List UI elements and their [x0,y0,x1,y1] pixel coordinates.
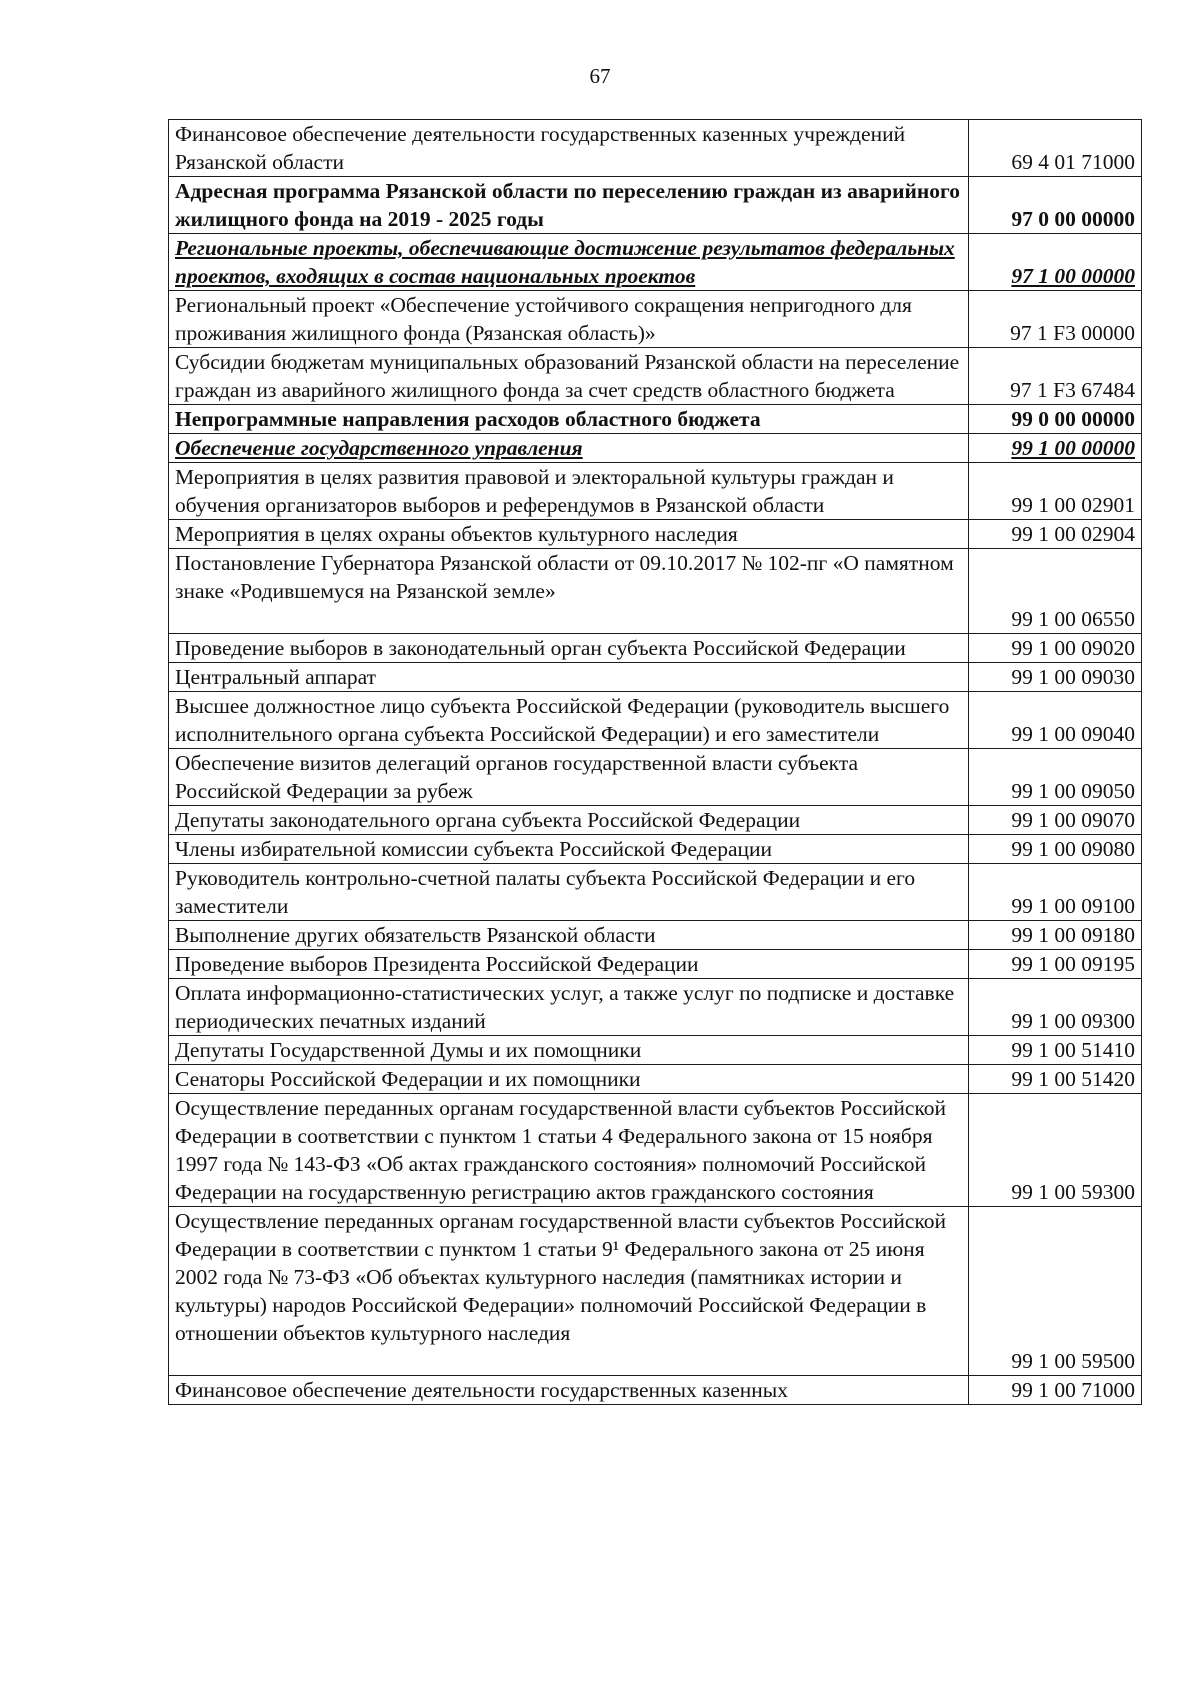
row-code: 99 1 00 71000 [1011,1378,1135,1402]
row-description: Выполнение других обязательств Рязанской области [175,923,656,947]
table-row [169,950,1142,979]
table-row [169,177,1142,234]
row-description-cell [169,549,969,634]
row-code: 99 1 00 02901 [1011,493,1135,517]
row-code-cell [969,1376,1142,1405]
row-code: 99 1 00 59300 [1011,1180,1135,1204]
row-description-cell [169,405,969,434]
row-description: Депутаты Государственной Думы и их помощники [175,1038,642,1062]
row-description: Руководитель контрольно-счетной палаты субъекта Российской Федерации и его заместители [175,866,916,918]
row-code-cell [969,835,1142,864]
budget-classification-table [168,119,1142,1405]
table-row [169,979,1142,1036]
row-description: Осуществление переданных органам государственной власти субъектов Российской Федерации в соответствии с пунктом 1 статьи 4 Федерального закона от 15 ноября 1997 года № 143-ФЗ «Об актах гражданского состояния» полномочий Российской Федерации на государственную регистрацию актов гражданского состояния [175,1096,947,1204]
table-row [169,234,1142,291]
row-description: Проведение выборов в законодательный орган субъекта Российской Федерации [175,636,906,660]
row-code-cell [969,692,1142,749]
row-description: Финансовое обеспечение деятельности государственных казенных учреждений Рязанской области [175,122,906,174]
table-row [169,520,1142,549]
row-description: Проведение выборов Президента Российской Федерации [175,952,699,976]
row-code-cell [969,634,1142,663]
row-code-cell [969,979,1142,1036]
row-code-cell [969,749,1142,806]
row-description-cell [169,950,969,979]
table-row [169,463,1142,520]
row-description-cell [169,1094,969,1207]
row-description: Депутаты законодательного органа субъекта Российской Федерации [175,808,801,832]
row-code-cell [969,348,1142,405]
row-description-cell [169,463,969,520]
table-row [169,291,1142,348]
table-row [169,835,1142,864]
row-code-cell [969,120,1142,177]
table-body [169,120,1142,1405]
blank-line [175,605,962,633]
table-row [169,120,1142,177]
row-description: Субсидии бюджетам муниципальных образований Рязанской области на переселение граждан из аварийного жилищного фонда за счет средств областного бюджета [175,350,960,402]
blank-line [175,1347,962,1375]
table-row [169,434,1142,463]
row-description: Региональный проект «Обеспечение устойчивого сокращения непригодного для проживания жилищного фонда (Рязанская область)» [175,293,912,345]
row-description: Мероприятия в целях развития правовой и электоральной культуры граждан и обучения организаторов выборов и референдумов в Рязанской области [175,465,894,517]
row-code: 97 1 F3 67484 [1010,378,1135,402]
row-code: 99 1 00 09030 [1011,665,1135,689]
row-description: Обеспечение визитов делегаций органов государственной власти субъекта Российской Федерации за рубеж [175,751,859,803]
row-description-cell [169,234,969,291]
row-description-cell [169,177,969,234]
row-description-cell [169,806,969,835]
row-description-cell [169,520,969,549]
row-code-cell [969,177,1142,234]
row-code: 99 1 00 09020 [1011,636,1135,660]
row-code: 99 0 00 00000 [1011,407,1135,431]
row-description-cell [169,1207,969,1376]
row-description-cell [169,692,969,749]
table-row [169,749,1142,806]
table-row [169,1065,1142,1094]
row-code: 97 1 00 00000 [1011,264,1135,288]
row-code: 99 1 00 09180 [1011,923,1135,947]
row-code-cell [969,864,1142,921]
page-number: 67 [589,64,611,88]
row-code-cell [969,1036,1142,1065]
row-description-cell [169,1376,969,1405]
row-description-cell [169,120,969,177]
row-description-cell [169,348,969,405]
row-description-cell [169,434,969,463]
row-description: Сенаторы Российской Федерации и их помощники [175,1067,641,1091]
row-code-cell [969,663,1142,692]
row-description: Оплата информационно-статистических услуг, а также услуг по подписке и доставке периодических печатных изданий [175,981,955,1033]
row-code-cell [969,405,1142,434]
row-description-cell [169,864,969,921]
row-description-cell [169,979,969,1036]
row-code-cell [969,1207,1142,1376]
row-description: Осуществление переданных органам государственной власти субъектов Российской Федерации в соответствии с пунктом 1 статьи 9¹ Федерального закона от 25 июня 2002 года № 73-ФЗ «Об объектах культурного наследия (памятниках истории и культуры) народов Российской Федерации» полномочий Российской Федерации в отношении объектов культурного наследия [175,1209,947,1345]
table-row [169,1094,1142,1207]
row-code: 99 1 00 09100 [1011,894,1135,918]
row-code: 99 1 00 09040 [1011,722,1135,746]
row-code: 99 1 00 09050 [1011,779,1135,803]
row-description: Члены избирательной комиссии субъекта Российской Федерации [175,837,773,861]
row-code: 99 1 00 51420 [1011,1067,1135,1091]
table-row [169,405,1142,434]
row-code: 99 1 00 06550 [1011,607,1135,631]
row-description-cell [169,835,969,864]
row-code-cell [969,1094,1142,1207]
row-code: 99 1 00 09195 [1011,952,1135,976]
row-code: 99 1 00 02904 [1011,522,1135,546]
row-code: 99 1 00 09300 [1011,1009,1135,1033]
row-code-cell [969,434,1142,463]
row-code-cell [969,463,1142,520]
row-code-cell [969,1065,1142,1094]
row-code: 99 1 00 09080 [1011,837,1135,861]
row-code: 99 1 00 59500 [1011,1349,1135,1373]
table-row [169,549,1142,634]
row-description: Региональные проекты, обеспечивающие достижение результатов федеральных проектов, входящих в состав национальных проектов [175,236,955,288]
table-row [169,1036,1142,1065]
row-description-cell [169,749,969,806]
row-code-cell [969,950,1142,979]
row-description: Мероприятия в целях охраны объектов культурного наследия [175,522,738,546]
row-code: 99 1 00 51410 [1011,1038,1135,1062]
row-code: 99 1 00 00000 [1011,436,1135,460]
row-description-cell [169,1065,969,1094]
row-description-cell [169,921,969,950]
table-row [169,634,1142,663]
row-code: 99 1 00 09070 [1011,808,1135,832]
row-code-cell [969,291,1142,348]
row-description-cell [169,1036,969,1065]
row-description-cell [169,291,969,348]
table-row [169,348,1142,405]
row-code-cell [969,520,1142,549]
row-description: Адресная программа Рязанской области по переселению граждан из аварийного жилищного фонда на 2019 - 2025 годы [175,179,961,231]
table-row [169,692,1142,749]
row-code-cell [969,806,1142,835]
row-code: 69 4 01 71000 [1011,150,1135,174]
row-description: Непрограммные направления расходов областного бюджета [175,407,761,431]
table-row [169,864,1142,921]
table-row [169,663,1142,692]
row-description-cell [169,634,969,663]
table-row [169,1376,1142,1405]
row-code-cell [969,234,1142,291]
row-code: 97 0 00 00000 [1011,207,1135,231]
row-description: Центральный аппарат [175,665,377,689]
row-description: Постановление Губернатора Рязанской области от 09.10.2017 № 102-пг «О памятном знаке «Родившемуся на Рязанской земле» [175,551,954,603]
table-row [169,921,1142,950]
row-description: Финансовое обеспечение деятельности государственных казенных [175,1378,789,1402]
table-row [169,806,1142,835]
row-code-cell [969,549,1142,634]
row-code: 97 1 F3 00000 [1010,321,1135,345]
row-description: Высшее должностное лицо субъекта Российской Федерации (руководитель высшего исполнительного органа субъекта Российской Федерации) и его заместители [175,694,950,746]
table-row [169,1207,1142,1376]
row-code-cell [969,921,1142,950]
row-description-cell [169,663,969,692]
row-description: Обеспечение государственного управления [175,436,583,460]
